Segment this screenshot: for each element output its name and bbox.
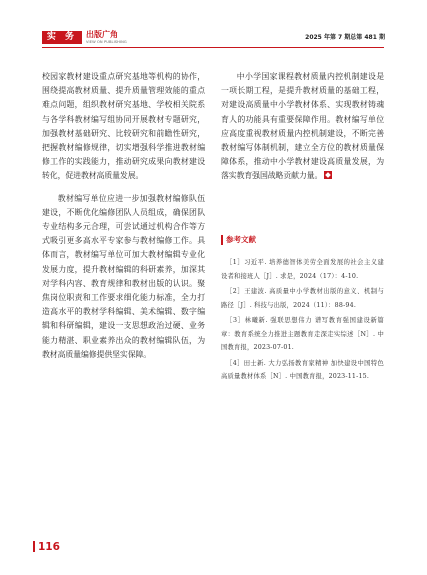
section-label: 实 务 [42,31,82,44]
conclusion-text: 中小学国家课程教材质量内控机制建设是一项长期工程，是提升教材质量的基础工程，对建设高质量中小学教材体系、实现教材铸魂育人的功能具有重要保障作用。教材编写单位应高度重视教材质量内控机制建设，不断完善教材编写体制机制，建立全方位的教材质量保障体系，推动中小学教材建设高质量发展，为落实教育强国战略贡献力量。 [221,72,384,181]
reference-item: ［2］王建波. 高质量中小学教材出版的意义、机制与路径［J］. 科技与出版，2024（11）：88-94. [221,288,384,309]
journal-name-en: VIEW ON PUBLISHING [86,40,127,44]
body-paragraph: 校园家教材建设重点研究基地等机构的协作，围绕提高教材质量、提升质量管理效能的重点难点问题，组织教材研究基地、学校相关院系与各学科教材编写组协同开展教材专题研究，加强教材基础研究、比较研究和前瞻性研究，把握教材编修规律，切实增强科学推进教材编修工作的实践能力，推动研究成果向教材建设转化，促进教材高质量发展。 [42,72,205,181]
journal-logo [86,30,166,48]
journal-name: 出版广角 [86,30,118,39]
body-paragraph: 教材编写单位应进一步加强教材编修队伍建设，不断优化编修团队人员组成，确保团队专业结构多元合理，可尝试通过机构合作等方式吸引更多高水平专家参与教材编修工作。具体而言，教材编写单位可加大教材编辑专业化发展力度，提升教材编辑的科研素养，加深其对学科内容、教育规律和教材出版的认识。聚焦岗位职责和工作要求细化能力标准，全力打造高水平的教材学科编辑、美术编辑、数字编辑和科研编辑，建设一支思想政治过硬、业务能力精湛、职业素养出众的教材编辑队伍，为教材高质量编修提供坚实保障。 [42,193,205,359]
issue-info: 2025 年第 7 期总第 481 期 [305,34,385,41]
body-paragraph [221,70,384,184]
page-header [0,26,427,52]
right-column [221,70,384,184]
page-number-text: 116 [38,541,60,553]
header-rule [42,47,384,48]
reference-item: ［3］林曦新. 强联思想伟力 谱写教育强国建设新篇章：教育系统全力推进主题教育走深走实综述［N］. 中国教育报，2023-07-01. [221,317,384,351]
reference-item: ［1］习近平. 培养德智体美劳全面发展的社会主义建设者和接班人［J］. 求是，2024（17）：4-10. [221,259,384,280]
page-number-bar [33,541,35,552]
reference-item: ［4］田士新. 大力弘扬教育家精神 加快建设中国特色高质量教材体系［N］. 中国教育报，2023-11-15. [221,359,384,380]
heading-bar [221,235,223,245]
references-title: 参考文献 [226,235,256,244]
references-list [221,256,384,386]
left-column [42,70,205,362]
references-heading [221,234,384,246]
article-end-icon [324,171,332,179]
